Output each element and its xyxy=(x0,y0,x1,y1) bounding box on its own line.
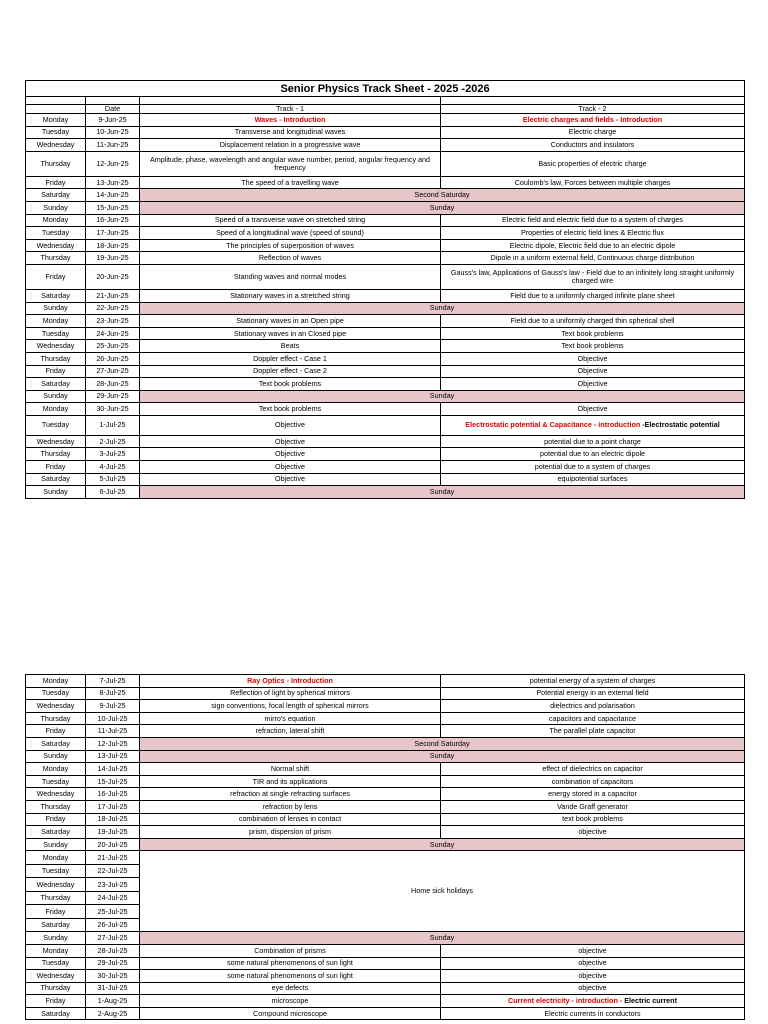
table-row xyxy=(26,264,745,289)
table-row xyxy=(26,252,745,265)
track2-cell: combination of capacitors xyxy=(441,775,745,788)
date-cell: 23-Jun-25 xyxy=(86,315,140,328)
date-cell: 14-Jul-25 xyxy=(86,763,140,776)
track1-cell: eye defects xyxy=(140,982,441,995)
track2-cell: potential due to a point charge xyxy=(441,435,745,448)
track2-cell: potential energy of a system of charges xyxy=(441,675,745,688)
table-row xyxy=(26,139,745,152)
table-row xyxy=(26,826,745,839)
track2-cell: Potential energy in an external field xyxy=(441,687,745,700)
track2-cell: objective xyxy=(441,982,745,995)
date-cell: 22-Jun-25 xyxy=(86,302,140,315)
track2-topic-text: -Electrostatic potential xyxy=(640,420,720,430)
date-cell: 16-Jul-25 xyxy=(86,788,140,801)
day-cell: Wednesday xyxy=(26,340,86,353)
table-row xyxy=(26,448,745,461)
day-cell: Tuesday xyxy=(26,687,86,700)
date-cell: 10-Jul-25 xyxy=(86,712,140,725)
date-cell: 26-Jul-25 xyxy=(86,918,140,932)
holiday-cell: Sunday xyxy=(140,932,745,945)
track2-cell: Text book problems xyxy=(441,340,745,353)
table-row xyxy=(26,315,745,328)
track1-cell: Text book problems xyxy=(140,403,441,416)
track1-cell: The principles of superposition of waves xyxy=(140,239,441,252)
table-row xyxy=(26,390,745,403)
track1-cell: Amplitude, phase, wavelength and angular wave number, period, angular frequency and frequency xyxy=(140,151,441,176)
table-row xyxy=(26,995,745,1008)
date-cell: 30-Jun-25 xyxy=(86,403,140,416)
track1-cell: some natural phenomenons of sun light xyxy=(140,957,441,970)
blank-cell xyxy=(441,97,745,105)
day-cell: Sunday xyxy=(26,390,86,403)
track2-cell: Text book problems xyxy=(441,327,745,340)
table-row xyxy=(26,435,745,448)
day-cell: Thursday xyxy=(26,352,86,365)
date-cell: 13-Jun-25 xyxy=(86,176,140,189)
day-cell: Tuesday xyxy=(26,126,86,139)
day-cell: Friday xyxy=(26,176,86,189)
table-row xyxy=(26,788,745,801)
track2-cell: capacitors and capacitance xyxy=(441,712,745,725)
date-cell: 16-Jun-25 xyxy=(86,214,140,227)
date-cell: 28-Jun-25 xyxy=(86,378,140,391)
date-cell: 25-Jun-25 xyxy=(86,340,140,353)
date-cell: 22-Jul-25 xyxy=(86,864,140,878)
track1-cell: Normal shift xyxy=(140,763,441,776)
day-cell: Tuesday xyxy=(26,775,86,788)
day-cell: Wednesday xyxy=(26,878,86,892)
date-cell: 21-Jul-25 xyxy=(86,851,140,865)
track2-cell: Vande Graff generator xyxy=(441,800,745,813)
date-cell: 20-Jul-25 xyxy=(86,838,140,851)
table-row xyxy=(26,352,745,365)
day-cell: Wednesday xyxy=(26,788,86,801)
date-cell: 12-Jul-25 xyxy=(86,737,140,750)
table-row xyxy=(26,970,745,983)
track2-cell xyxy=(441,415,745,435)
table-row xyxy=(26,737,745,750)
track2-cell: objective xyxy=(441,944,745,957)
table-row xyxy=(26,415,745,435)
day-cell: Thursday xyxy=(26,151,86,176)
track1-cell: Stationary waves in a stretched string xyxy=(140,289,441,302)
sheet-title: Senior Physics Track Sheet - 2025 -2026 xyxy=(26,81,745,97)
day-cell: Thursday xyxy=(26,448,86,461)
track1-cell: refraction by lens xyxy=(140,800,441,813)
table-row xyxy=(26,461,745,474)
track1-cell: Reflection of light by spherical mirrors xyxy=(140,687,441,700)
date-cell: 17-Jul-25 xyxy=(86,800,140,813)
track2-cell: Electric charge xyxy=(441,126,745,139)
blank-cell xyxy=(86,97,140,105)
date-cell: 29-Jun-25 xyxy=(86,390,140,403)
date-cell: 19-Jun-25 xyxy=(86,252,140,265)
day-cell: Monday xyxy=(26,315,86,328)
table-row xyxy=(26,114,745,127)
day-cell: Friday xyxy=(26,725,86,738)
date-cell: 21-Jun-25 xyxy=(86,289,140,302)
track1-cell: Stationary waves in an Closed pipe xyxy=(140,327,441,340)
table-row xyxy=(26,712,745,725)
track1-cell: some natural phenomenons of sun light xyxy=(140,970,441,983)
track1-cell: sign conventions, focal length of spherical mirrors xyxy=(140,700,441,713)
day-cell: Saturday xyxy=(26,826,86,839)
day-cell: Sunday xyxy=(26,201,86,214)
track1-cell: Doppler effect - Case 2 xyxy=(140,365,441,378)
track2-intro-text: Current electricity - introduction - xyxy=(508,996,625,1006)
day-cell: Tuesday xyxy=(26,864,86,878)
date-cell: 23-Jul-25 xyxy=(86,878,140,892)
track2-cell: Objective xyxy=(441,378,745,391)
track2-cell: Field due to a uniformly charged infinite plane sheet xyxy=(441,289,745,302)
track2-cell: Gauss's law, Applications of Gauss's law - Field due to an infinitely long straight uniformly charged wire xyxy=(441,264,745,289)
track2-cell: potential due to an electric dipole xyxy=(441,448,745,461)
date-cell: 18-Jun-25 xyxy=(86,239,140,252)
day-cell: Thursday xyxy=(26,891,86,905)
day-cell: Tuesday xyxy=(26,957,86,970)
table-row xyxy=(26,775,745,788)
day-cell: Thursday xyxy=(26,982,86,995)
table-row xyxy=(26,302,745,315)
track2-cell: objective xyxy=(441,826,745,839)
date-cell: 5-Jul-25 xyxy=(86,473,140,486)
date-cell: 9-Jul-25 xyxy=(86,700,140,713)
track2-cell: Basic properties of electric charge xyxy=(441,151,745,176)
track1-cell: The speed of a travelling wave xyxy=(140,176,441,189)
day-cell: Thursday xyxy=(26,800,86,813)
day-cell: Saturday xyxy=(26,289,86,302)
track2-cell: Electric field and electric field due to a system of charges xyxy=(441,214,745,227)
day-cell: Monday xyxy=(26,944,86,957)
table-row xyxy=(26,327,745,340)
holiday-cell: Sunday xyxy=(140,838,745,851)
date-cell: 20-Jun-25 xyxy=(86,264,140,289)
table-row xyxy=(26,214,745,227)
date-cell: 8-Jul-25 xyxy=(86,687,140,700)
track-sheet-table-1 xyxy=(25,80,745,499)
date-cell: 2-Jul-25 xyxy=(86,435,140,448)
table-row xyxy=(26,700,745,713)
track1-cell: Standing waves and normal modes xyxy=(140,264,441,289)
holiday-cell: Second Saturday xyxy=(140,737,745,750)
date-cell: 10-Jun-25 xyxy=(86,126,140,139)
day-cell: Friday xyxy=(26,461,86,474)
table-row xyxy=(26,201,745,214)
date-cell: 7-Jul-25 xyxy=(86,675,140,688)
track1-cell: Objective xyxy=(140,435,441,448)
table-row xyxy=(26,486,745,499)
day-cell: Saturday xyxy=(26,918,86,932)
date-cell: 1-Jul-25 xyxy=(86,415,140,435)
track1-cell: Compound microscope xyxy=(140,1007,441,1020)
track2-cell: Electric currents in conductors xyxy=(441,1007,745,1020)
date-cell: 3-Jul-25 xyxy=(86,448,140,461)
track1-cell: mirro's equation xyxy=(140,712,441,725)
day-cell: Sunday xyxy=(26,486,86,499)
date-cell: 24-Jul-25 xyxy=(86,891,140,905)
track1-cell: Objective xyxy=(140,461,441,474)
date-cell: 6-Jul-25 xyxy=(86,486,140,499)
date-cell: 12-Jun-25 xyxy=(86,151,140,176)
day-cell: Friday xyxy=(26,813,86,826)
track1-cell: Waves - Introduction xyxy=(140,114,441,127)
track1-cell: Objective xyxy=(140,473,441,486)
date-cell: 25-Jul-25 xyxy=(86,905,140,919)
track1-cell: Reflection of waves xyxy=(140,252,441,265)
date-cell: 27-Jun-25 xyxy=(86,365,140,378)
track1-cell: microscope xyxy=(140,995,441,1008)
track1-cell: Doppler effect - Case 1 xyxy=(140,352,441,365)
day-cell: Friday xyxy=(26,264,86,289)
track2-cell: energy stored in a capacitor xyxy=(441,788,745,801)
table-row xyxy=(26,378,745,391)
day-cell: Thursday xyxy=(26,712,86,725)
day-cell: Wednesday xyxy=(26,970,86,983)
table-row xyxy=(26,176,745,189)
day-cell: Friday xyxy=(26,905,86,919)
track1-cell: Stationary waves in an Open pipe xyxy=(140,315,441,328)
table-row xyxy=(26,800,745,813)
table-row xyxy=(26,227,745,240)
table-row xyxy=(26,982,745,995)
day-cell: Friday xyxy=(26,995,86,1008)
track2-cell: effect of dielectrics on capacitor xyxy=(441,763,745,776)
day-cell: Sunday xyxy=(26,302,86,315)
table-row xyxy=(26,750,745,763)
table-row xyxy=(26,126,745,139)
day-cell: Tuesday xyxy=(26,415,86,435)
holiday-cell: Sunday xyxy=(140,486,745,499)
home-sick-holidays-cell: Home sick holidays xyxy=(140,851,745,932)
track2-cell: dielectrics and polarisation xyxy=(441,700,745,713)
holiday-cell: Sunday xyxy=(140,750,745,763)
track1-cell: refraction at single refracting surfaces xyxy=(140,788,441,801)
track2-cell: Field due to a uniformly charged thin spherical shell xyxy=(441,315,745,328)
track2-cell: equipotential surfaces xyxy=(441,473,745,486)
track1-cell: Text book problems xyxy=(140,378,441,391)
date-cell: 19-Jul-25 xyxy=(86,826,140,839)
table-row xyxy=(26,189,745,202)
table-row xyxy=(26,403,745,416)
day-cell: Monday xyxy=(26,114,86,127)
holiday-cell: Sunday xyxy=(140,201,745,214)
track1-cell: refraction, lateral shift xyxy=(140,725,441,738)
track2-cell: objective xyxy=(441,970,745,983)
table-row xyxy=(26,675,745,688)
track2-topic-text: Electric current xyxy=(624,996,677,1006)
header-date: Date xyxy=(86,105,140,114)
date-cell: 26-Jun-25 xyxy=(86,352,140,365)
track2-cell xyxy=(441,995,745,1008)
day-cell: Saturday xyxy=(26,378,86,391)
day-cell: Monday xyxy=(26,675,86,688)
table-row xyxy=(26,365,745,378)
track2-intro-text: Electrostatic potential & Capacitance - introduction xyxy=(465,420,641,430)
date-cell: 28-Jul-25 xyxy=(86,944,140,957)
day-cell: Saturday xyxy=(26,1007,86,1020)
day-cell: Sunday xyxy=(26,750,86,763)
day-cell: Sunday xyxy=(26,932,86,945)
table-row xyxy=(26,957,745,970)
date-cell: 18-Jul-25 xyxy=(86,813,140,826)
holiday-cell: Sunday xyxy=(140,302,745,315)
day-cell: Saturday xyxy=(26,189,86,202)
track1-cell: Objective xyxy=(140,415,441,435)
day-cell: Saturday xyxy=(26,473,86,486)
table-row xyxy=(26,239,745,252)
day-cell: Wednesday xyxy=(26,435,86,448)
blank-cell xyxy=(26,97,86,105)
day-cell: Saturday xyxy=(26,737,86,750)
track2-cell: Dipole in a uniform external field, Continuous charge distribution xyxy=(441,252,745,265)
track2-cell: Objective xyxy=(441,403,745,416)
track2-cell: objective xyxy=(441,957,745,970)
date-cell: 9-Jun-25 xyxy=(86,114,140,127)
track2-cell: Conductors and insulators xyxy=(441,139,745,152)
date-cell: 17-Jun-25 xyxy=(86,227,140,240)
date-cell: 11-Jul-25 xyxy=(86,725,140,738)
track2-cell: Objective xyxy=(441,365,745,378)
table-row xyxy=(26,725,745,738)
day-cell: Monday xyxy=(26,403,86,416)
day-cell: Wednesday xyxy=(26,139,86,152)
day-cell: Thursday xyxy=(26,252,86,265)
table-row xyxy=(26,340,745,353)
date-cell: 27-Jul-25 xyxy=(86,932,140,945)
table-row xyxy=(26,932,745,945)
day-cell: Monday xyxy=(26,851,86,865)
holiday-cell: Second Saturday xyxy=(140,189,745,202)
track2-cell: The parallel plate capacitor xyxy=(441,725,745,738)
day-cell: Monday xyxy=(26,214,86,227)
table-row xyxy=(26,1007,745,1020)
day-cell: Wednesday xyxy=(26,700,86,713)
day-cell: Friday xyxy=(26,365,86,378)
track1-cell: Speed of a longitudinal wave (speed of sound) xyxy=(140,227,441,240)
table-row xyxy=(26,687,745,700)
track2-cell: Properties of electric field lines & Electric flux xyxy=(441,227,745,240)
date-cell: 30-Jul-25 xyxy=(86,970,140,983)
track1-cell: Ray Optics - Introduction xyxy=(140,675,441,688)
table-row xyxy=(26,851,745,865)
track1-cell: Objective xyxy=(140,448,441,461)
date-cell: 15-Jun-25 xyxy=(86,201,140,214)
track1-cell: Transverse and longitudinal waves xyxy=(140,126,441,139)
table-row xyxy=(26,813,745,826)
table-row xyxy=(26,151,745,176)
date-cell: 2-Aug-25 xyxy=(86,1007,140,1020)
table-row xyxy=(26,944,745,957)
date-cell: 14-Jun-25 xyxy=(86,189,140,202)
header-day xyxy=(26,105,86,114)
track2-cell: Coulomb's law, Forces between multiple charges xyxy=(441,176,745,189)
day-cell: Tuesday xyxy=(26,327,86,340)
track2-cell: Objective xyxy=(441,352,745,365)
track2-cell: text book problems xyxy=(441,813,745,826)
header-track1: Track - 1 xyxy=(140,105,441,114)
track2-cell: potential due to a system of charges xyxy=(441,461,745,474)
date-cell: 31-Jul-25 xyxy=(86,982,140,995)
day-cell: Wednesday xyxy=(26,239,86,252)
blank-cell xyxy=(140,97,441,105)
table-row xyxy=(26,763,745,776)
date-cell: 1-Aug-25 xyxy=(86,995,140,1008)
track1-cell: Displacement relation in a progressive wave xyxy=(140,139,441,152)
day-cell: Tuesday xyxy=(26,227,86,240)
header-track2: Track - 2 xyxy=(441,105,745,114)
track1-cell: Speed of a transverse wave on stretched string xyxy=(140,214,441,227)
track-sheet-table-2 xyxy=(25,674,745,1020)
day-cell: Sunday xyxy=(26,838,86,851)
table-row xyxy=(26,289,745,302)
date-cell: 24-Jun-25 xyxy=(86,327,140,340)
table-row xyxy=(26,838,745,851)
track1-cell: prism, dispersion of prism xyxy=(140,826,441,839)
table-row xyxy=(26,473,745,486)
track1-cell: combination of lenses in contact xyxy=(140,813,441,826)
date-cell: 29-Jul-25 xyxy=(86,957,140,970)
date-cell: 11-Jun-25 xyxy=(86,139,140,152)
track2-cell: Electric charges and fields - Introduction xyxy=(441,114,745,127)
date-cell: 15-Jul-25 xyxy=(86,775,140,788)
track1-cell: Beats xyxy=(140,340,441,353)
holiday-cell: Sunday xyxy=(140,390,745,403)
track1-cell: TIR and its applications xyxy=(140,775,441,788)
date-cell: 13-Jul-25 xyxy=(86,750,140,763)
track2-cell: Electric dipole, Electric field due to an electric dipole xyxy=(441,239,745,252)
date-cell: 4-Jul-25 xyxy=(86,461,140,474)
day-cell: Monday xyxy=(26,763,86,776)
track1-cell: Combination of prisms xyxy=(140,944,441,957)
